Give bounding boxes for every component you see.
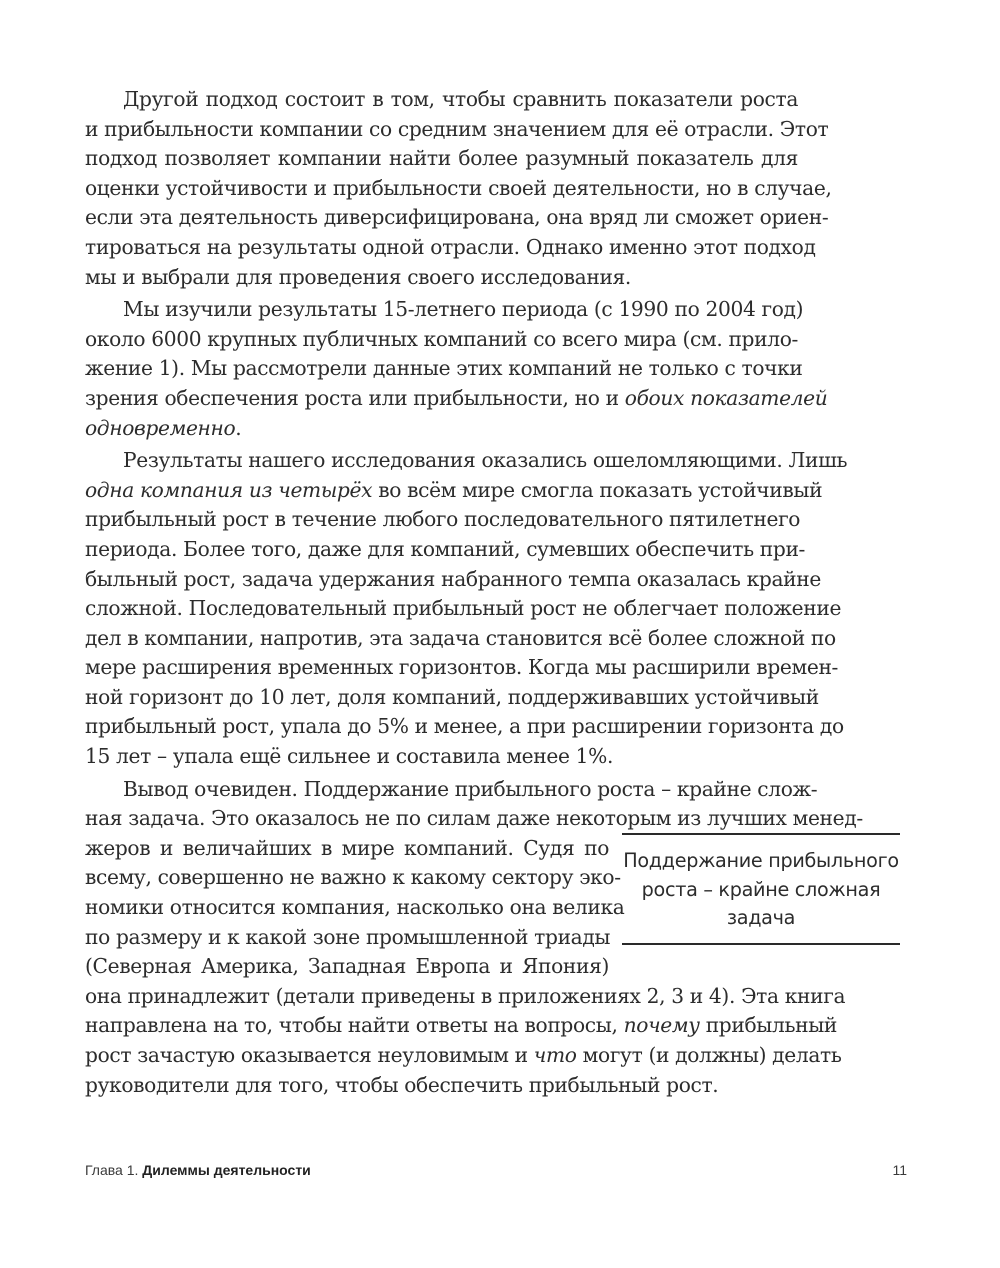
text-line: периода. Более того, даже для компаний, сумевших обеспечить при-: [85, 536, 806, 561]
text-line: быльный рост, задача удержания набранного темпа оказалась крайне: [85, 566, 821, 591]
text-line: дел в компании, напротив, эта задача становится всё более сложной по: [85, 625, 836, 650]
emphasis: одна компания из четырёх: [85, 477, 373, 502]
text-line: тироваться на результаты одной отрасли. Однако именно этот подход: [85, 234, 816, 259]
running-footer-chapter: [85, 1162, 311, 1178]
text-run: .: [235, 415, 242, 440]
text-run: направлена на то, чтобы найти ответы на вопросы,: [85, 1013, 624, 1038]
body-text: [85, 85, 863, 1100]
page-number: 11: [892, 1162, 907, 1178]
pull-quote-text: [622, 835, 900, 943]
text-line: мере расширения временных горизонтов. Когда мы расширили времен-: [85, 655, 839, 680]
paragraph-1: [85, 85, 832, 292]
text-run: рост зачастую оказывается неуловимым и: [85, 1043, 534, 1067]
text-line: и прибыльности компании со средним значением для её отрасли. Этот: [85, 116, 829, 141]
text-line: жеров и величайших в мире компаний. Судя по: [85, 835, 609, 860]
emphasis: одновременно: [85, 415, 236, 440]
text-line: если эта деятельность диверсифицирована, она вряд ли сможет ориен-: [85, 205, 829, 230]
pull-quote-line: задача: [726, 906, 796, 929]
text-line: подход позволяет компании найти более разумный показатель для: [85, 146, 798, 171]
text-line: она принадлежит (детали приведены в приложениях 2, 3 и 4). Эта книга: [85, 983, 846, 1008]
paragraph-3: [85, 446, 848, 772]
text-line: Вывод очевиден. Поддержание прибыльного роста – крайне слож-: [123, 776, 818, 801]
text-line: Результаты нашего исследования оказались ошеломляющими. Лишь: [123, 448, 848, 473]
pull-quote-bottom-rule: [622, 943, 900, 945]
pull-quote-line: роста – крайне сложная: [641, 877, 881, 901]
chapter-prefix: Глава 1.: [85, 1162, 143, 1178]
text-line: номики относится компания, насколько она велика: [85, 895, 625, 920]
text-line: около 6000 крупных публичных компаний со всего мира (см. прило-: [85, 326, 798, 351]
emphasis: обоих показателей: [624, 385, 828, 410]
text-line: прибыльный рост в течение любого последовательного пятилетнего: [85, 507, 801, 532]
text-line: (Северная Америка, Западная Европа и Япония): [85, 954, 609, 979]
text-line: [85, 1041, 842, 1071]
text-line: жение 1). Мы рассмотрели данные этих компаний не только с точки: [85, 356, 803, 381]
text-line: по размеру и к какой зоне промышленной триады: [85, 924, 611, 949]
pull-quote: [622, 833, 900, 945]
text-line: ная задача. Это оказалось не по силам даже некоторым из лучших менед-: [85, 806, 863, 831]
text-line: [85, 1011, 838, 1041]
text-line: оценки устойчивости и прибыльности своей деятельности, но в случае,: [85, 175, 832, 200]
pull-quote-line: Поддержание прибыльного: [623, 849, 899, 872]
text-line: руководители для того, чтобы обеспечить прибыльный рост.: [85, 1072, 719, 1097]
text-line: сложной. Последовательный прибыльный рост не облегчает положение: [85, 596, 842, 621]
text-line: [85, 414, 798, 444]
text-line: Мы изучили результаты 15-летнего периода (с 1990 по 2004 год): [123, 297, 804, 322]
chapter-title: Дилеммы деятельности: [142, 1162, 311, 1178]
emphasis: почему: [623, 1013, 700, 1038]
text-line: всему, совершенно не важно к какому сектору эко-: [85, 865, 621, 890]
text-run: прибыльный: [699, 1013, 838, 1038]
text-line: 15 лет – упала ещё сильнее и составила менее 1%.: [85, 744, 614, 769]
text-line: Другой подход состоит в том, чтобы сравнить показатели роста: [123, 87, 798, 111]
text-line: мы и выбрали для проведения своего исследования.: [85, 264, 631, 289]
text-run: во всём мире смогла показать устойчивый: [372, 477, 823, 502]
text-line: [85, 476, 823, 506]
text-line: прибыльный рост, упала до 5% и менее, а при расширении горизонта до: [85, 714, 844, 739]
text-line: [85, 384, 828, 414]
emphasis: что: [533, 1043, 577, 1067]
text-run: могут (и должны) делать: [576, 1043, 842, 1067]
text-run: зрения обеспечения роста или прибыльности, но и: [85, 385, 625, 410]
text-line: ной горизонт до 10 лет, доля компаний, поддерживавших устойчивый: [85, 684, 819, 709]
paragraph-2: [85, 295, 828, 443]
